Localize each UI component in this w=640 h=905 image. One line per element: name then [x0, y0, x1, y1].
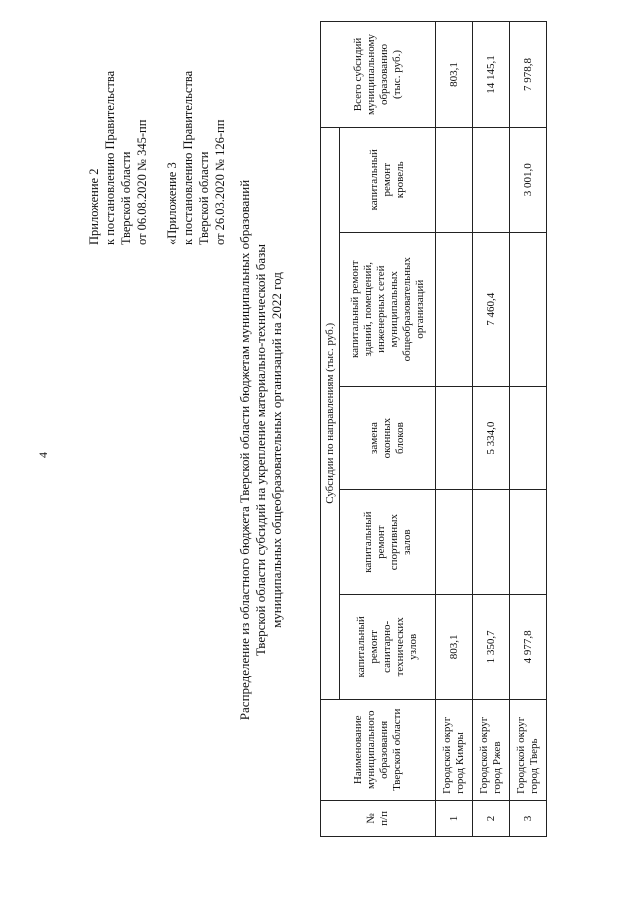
header-text: капитальный [368, 149, 380, 211]
cell-sanitary: 4 977,8 [510, 594, 547, 699]
table-row [473, 22, 510, 837]
header-text: ремонт [374, 525, 387, 559]
appendix-current [86, 71, 150, 245]
header-row-group [321, 22, 340, 837]
header-windows [340, 386, 436, 489]
cell-buildings: 7 460,4 [473, 232, 510, 386]
header-text: оконных [381, 417, 393, 459]
header-text: капитальный [355, 616, 367, 678]
header-text: замена [368, 422, 380, 454]
header-group: Субсидии по направлениям (тыс. руб.) [321, 127, 340, 699]
appendix-line: Тверской области [197, 151, 211, 245]
cell-name [510, 699, 547, 800]
header-text: п/п [378, 811, 390, 826]
appendix-line: Приложение 2 [87, 168, 101, 245]
cell-roofs: 3 001,0 [510, 127, 547, 232]
cell-sanitary: 803,1 [436, 594, 473, 699]
table-row [436, 22, 473, 837]
header-text: муниципальных [387, 271, 400, 348]
cell-windows [436, 386, 473, 489]
cell-windows [510, 386, 547, 489]
header-text: блоков [394, 422, 406, 454]
appendix-line: к постановлению Правительства [103, 70, 117, 245]
cell-text: Городской округ [441, 716, 453, 794]
header-text: муниципального [365, 710, 377, 790]
cell-gyms [436, 490, 473, 595]
appendix-line: от 06.08.2020 № 345-пп [135, 119, 149, 245]
header-text: узлов [407, 633, 419, 660]
header-text: муниципальному [365, 33, 377, 115]
header-num [321, 800, 436, 836]
cell-roofs [473, 127, 510, 232]
cell-text: город Кимры [454, 732, 466, 794]
header-text: залов [400, 529, 413, 555]
header-text: ремонт [368, 630, 380, 664]
header-text: санитарно- [381, 620, 393, 673]
header-text: организаций [413, 279, 426, 339]
header-text: образования [378, 720, 390, 779]
cell-roofs [436, 127, 473, 232]
header-gyms [340, 490, 436, 595]
cell-name [473, 699, 510, 800]
cell-num: 2 [473, 800, 510, 836]
header-text: капитальный ремонт [348, 260, 361, 359]
cell-buildings [510, 232, 547, 386]
header-text: кровель [394, 161, 406, 199]
header-text: спортивных [387, 514, 400, 571]
cell-gyms [473, 490, 510, 595]
cell-num: 3 [510, 800, 547, 836]
header-sanitary [340, 594, 436, 699]
cell-num: 1 [436, 800, 473, 836]
title-line: Тверской области субсидий на укрепление материально-технической базы [253, 244, 268, 657]
cell-text: Городской округ [478, 716, 490, 794]
subsidy-table [320, 21, 547, 837]
appendix-original [164, 71, 228, 245]
cell-sanitary: 1 350,7 [473, 594, 510, 699]
appendix-line: Тверской области [119, 151, 133, 245]
header-total [321, 22, 436, 128]
header-text: № [365, 813, 377, 824]
header-text: технических [394, 617, 406, 677]
header-text: ремонт [381, 162, 393, 197]
cell-text: город Ржев [491, 741, 503, 794]
header-buildings [340, 232, 436, 386]
header-text: Всего субсидий [352, 37, 364, 112]
cell-text: Городской округ [515, 716, 527, 794]
appendix-line: «Приложение 3 [165, 162, 179, 245]
header-name [321, 699, 436, 800]
cell-total: 803,1 [436, 22, 473, 128]
document-title [237, 90, 285, 810]
header-text: общеобразовательных [400, 257, 413, 362]
cell-total: 14 145,1 [473, 22, 510, 128]
header-text: капитальный [361, 511, 374, 573]
title-line: муниципальных общеобразовательных организаций на 2022 год [269, 272, 284, 628]
title-line: Распределение из областного бюджета Тверской области бюджетам муниципальных образований [237, 179, 252, 721]
page-number: 4 [36, 452, 50, 458]
appendix-line: от 26.03.2020 № 126-пп [213, 119, 227, 245]
cell-gyms [510, 490, 547, 595]
appendix-line: к постановлению Правительства [181, 70, 195, 245]
header-text: Наименование [352, 715, 364, 785]
header-text: Тверской области [391, 708, 403, 791]
header-text: зданий, помещений, [361, 261, 374, 357]
header-roofs [340, 127, 436, 232]
header-text: (тыс. руб.) [391, 49, 403, 99]
header-text: инженерных сетей [374, 265, 387, 353]
cell-name [436, 699, 473, 800]
cell-buildings [436, 232, 473, 386]
table-row [510, 22, 547, 837]
cell-windows: 5 334,0 [473, 386, 510, 489]
cell-text: город Тверь [528, 738, 540, 794]
header-text: образованию [378, 43, 390, 106]
cell-total: 7 978,8 [510, 22, 547, 128]
